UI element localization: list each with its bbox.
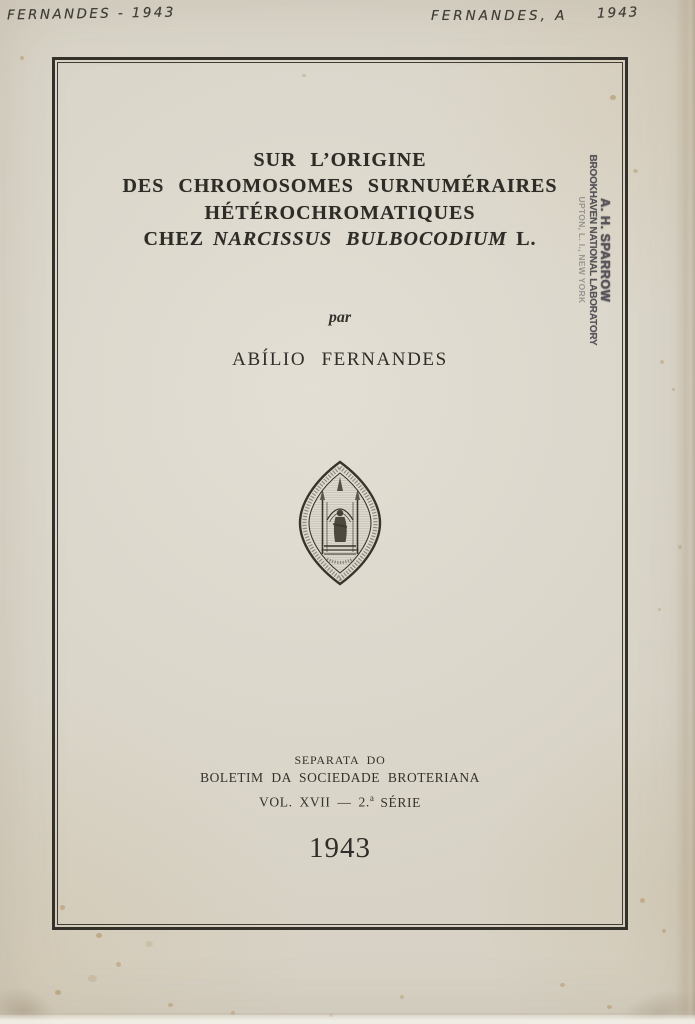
stamp-owner-name: A. H. SPARROW xyxy=(598,197,613,303)
foxing-spot xyxy=(560,983,565,987)
foxing-spot xyxy=(633,169,638,173)
volume-prefix: VOL. XVII — 2. xyxy=(259,794,370,810)
foxing-spot xyxy=(55,990,61,995)
title-line-1: SUR L’ORIGINE xyxy=(253,149,427,171)
byline-preposition: par xyxy=(328,309,352,326)
species-name: NARCISSUS BULBOCODIUM xyxy=(213,228,508,251)
imprint-boletim: BOLETIM DA SOCIEDADE BROTERIANA xyxy=(200,770,480,785)
handwritten-annotation-right-year: 1943 xyxy=(596,4,640,22)
imprint-separata: SEPARATA DO xyxy=(294,753,386,767)
title-line-4 xyxy=(52,226,628,252)
volume-ordinal-sup: a xyxy=(369,793,375,803)
imprint-volume xyxy=(52,793,628,811)
foxing-spot xyxy=(168,1003,173,1007)
author-name: ABÍLIO FERNANDES xyxy=(232,349,448,370)
title-line-3: HÉTÉROCHROMATIQUES xyxy=(204,201,476,224)
foxing-spot xyxy=(116,962,121,967)
handwritten-annotation-left: FERNANDES - 1943 xyxy=(6,4,176,24)
volume-series: SÉRIE xyxy=(380,794,421,810)
foxing-spot xyxy=(145,941,153,947)
university-of-coimbra-seal-icon xyxy=(297,458,383,588)
stamp-address: UPTON, L. I., NEW YORK xyxy=(577,196,588,304)
foxing-spot xyxy=(20,56,24,60)
title-block xyxy=(52,147,628,253)
foxing-spot xyxy=(640,898,645,903)
publication-year: 1943 xyxy=(309,832,371,864)
ownership-stamp xyxy=(571,154,619,346)
handwritten-annotation-right-name: FERNANDES, A xyxy=(431,8,568,24)
foxing-spot xyxy=(662,929,666,933)
foxing-spot xyxy=(96,933,102,938)
title-line-2: DES CHROMOSOMES SURNUMÉRAIRES xyxy=(122,175,558,198)
title-chez: CHEZ xyxy=(143,228,205,251)
title-linnaeus-abbrev: L. xyxy=(516,228,537,251)
foxing-spot xyxy=(88,975,97,982)
page-right-edge-shadow xyxy=(675,0,695,1024)
page-bottom-edge-highlight xyxy=(0,1012,695,1024)
foxing-spot xyxy=(660,360,664,364)
foxing-spot xyxy=(658,608,661,611)
stamp-institution: BROOKHAVEN NATIONAL LABORATORY xyxy=(587,154,599,346)
foxing-spot xyxy=(400,995,404,999)
